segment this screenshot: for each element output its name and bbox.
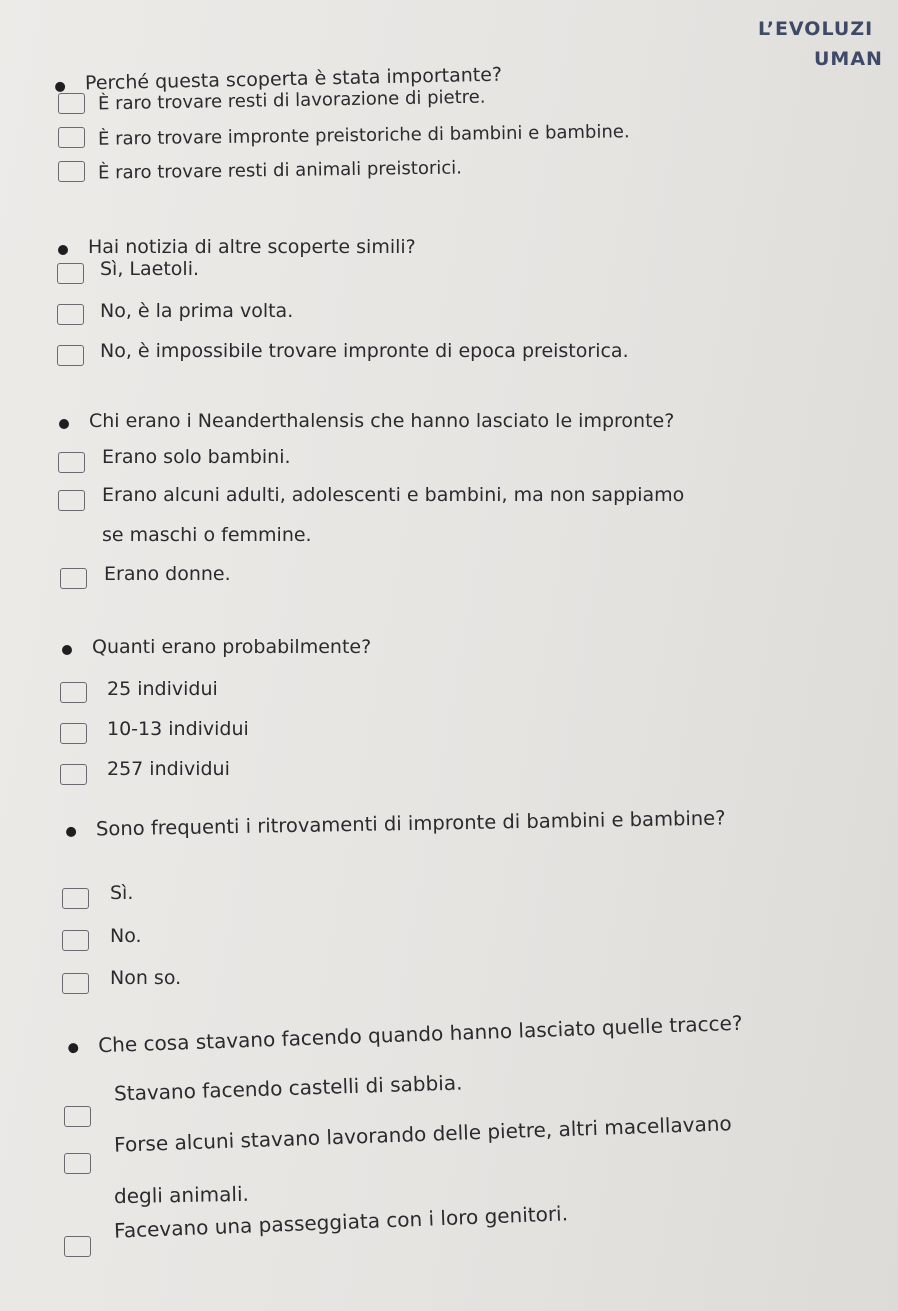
checkbox-q6-a[interactable] <box>64 1106 91 1127</box>
question-text: Chi erano i Neanderthalensis che hanno lasciato le impronte? <box>89 410 675 432</box>
question-4 <box>92 636 371 658</box>
question-text: Hai notizia di altre scoperte simili? <box>88 236 416 258</box>
bullet-icon <box>66 827 76 837</box>
bullet-icon <box>55 82 65 92</box>
option-q1-a: È raro trovare resti di lavorazione di pietre. <box>97 86 486 115</box>
checkbox-q4-c[interactable] <box>60 764 87 785</box>
bullet-icon <box>58 245 68 255</box>
question-6 <box>98 1011 743 1057</box>
option-q5-a: Sì. <box>110 882 134 904</box>
chapter-header <box>758 14 898 74</box>
option-q2-c: No, è impossibile trovare impronte di epoca preistorica. <box>100 340 629 362</box>
option-q1-b: È raro trovare impronte preistoriche di bambini e bambine. <box>97 121 630 150</box>
checkbox-q3-a[interactable] <box>58 452 85 473</box>
option-q3-a: Erano solo bambini. <box>102 446 291 468</box>
option-q3-c: Erano donne. <box>104 563 231 585</box>
question-text: Sono frequenti i ritrovamenti di impronte di bambini e bambine? <box>95 806 726 841</box>
option-q6-b: Forse alcuni stavano lavorando delle pietre, altri macellavano <box>113 1111 733 1157</box>
option-q3-b-continuation: se maschi o femmine. <box>102 524 312 546</box>
checkbox-q2-c[interactable] <box>57 345 84 366</box>
checkbox-q1-a[interactable] <box>58 93 85 114</box>
checkbox-q1-c[interactable] <box>58 161 85 182</box>
bullet-icon <box>59 419 69 429</box>
question-3 <box>89 410 674 432</box>
checkbox-q1-b[interactable] <box>58 127 85 148</box>
chapter-title-line2: UMAN <box>814 48 883 70</box>
question-text: Quanti erano probabilmente? <box>92 636 372 658</box>
option-q2-b: No, è la prima volta. <box>100 300 294 322</box>
question-5 <box>96 807 726 841</box>
checkbox-q6-b[interactable] <box>64 1153 91 1174</box>
checkbox-q3-c[interactable] <box>60 568 87 589</box>
option-q4-c: 257 individui <box>107 758 230 780</box>
option-q2-a: Sì, Laetoli. <box>100 258 200 280</box>
question-text: Che cosa stavano facendo quando hanno lasciato quelle tracce? <box>97 1010 743 1058</box>
bullet-icon <box>62 645 72 655</box>
option-q4-b: 10-13 individui <box>107 718 249 740</box>
checkbox-q2-b[interactable] <box>57 304 84 325</box>
checkbox-q4-a[interactable] <box>60 682 87 703</box>
checkbox-q3-b[interactable] <box>58 490 85 511</box>
option-q3-b: Erano alcuni adulti, adolescenti e bambini, ma non sappiamo <box>102 484 685 506</box>
option-q5-b: No. <box>110 925 142 947</box>
option-q1-c: È raro trovare resti di animali preistorici. <box>97 157 463 184</box>
checkbox-q4-b[interactable] <box>60 723 87 744</box>
checkbox-q6-c[interactable] <box>64 1236 91 1257</box>
checkbox-q5-a[interactable] <box>62 888 89 909</box>
question-text: Perché questa scoperta è stata importante? <box>84 63 503 95</box>
option-q6-a: Stavano facendo castelli di sabbia. <box>113 1070 463 1106</box>
option-q5-c: Non so. <box>110 967 182 989</box>
checkbox-q2-a[interactable] <box>57 263 84 284</box>
option-q4-a: 25 individui <box>107 678 218 700</box>
checkbox-q5-c[interactable] <box>62 973 89 994</box>
option-q6-b-continuation: degli animali. <box>113 1181 250 1209</box>
bullet-icon <box>68 1043 78 1053</box>
question-2 <box>88 236 416 258</box>
chapter-title-line1: L’EVOLUZI <box>758 18 874 40</box>
checkbox-q5-b[interactable] <box>62 930 89 951</box>
option-q6-c: Facevano una passeggiata con i loro genitori. <box>113 1201 569 1243</box>
